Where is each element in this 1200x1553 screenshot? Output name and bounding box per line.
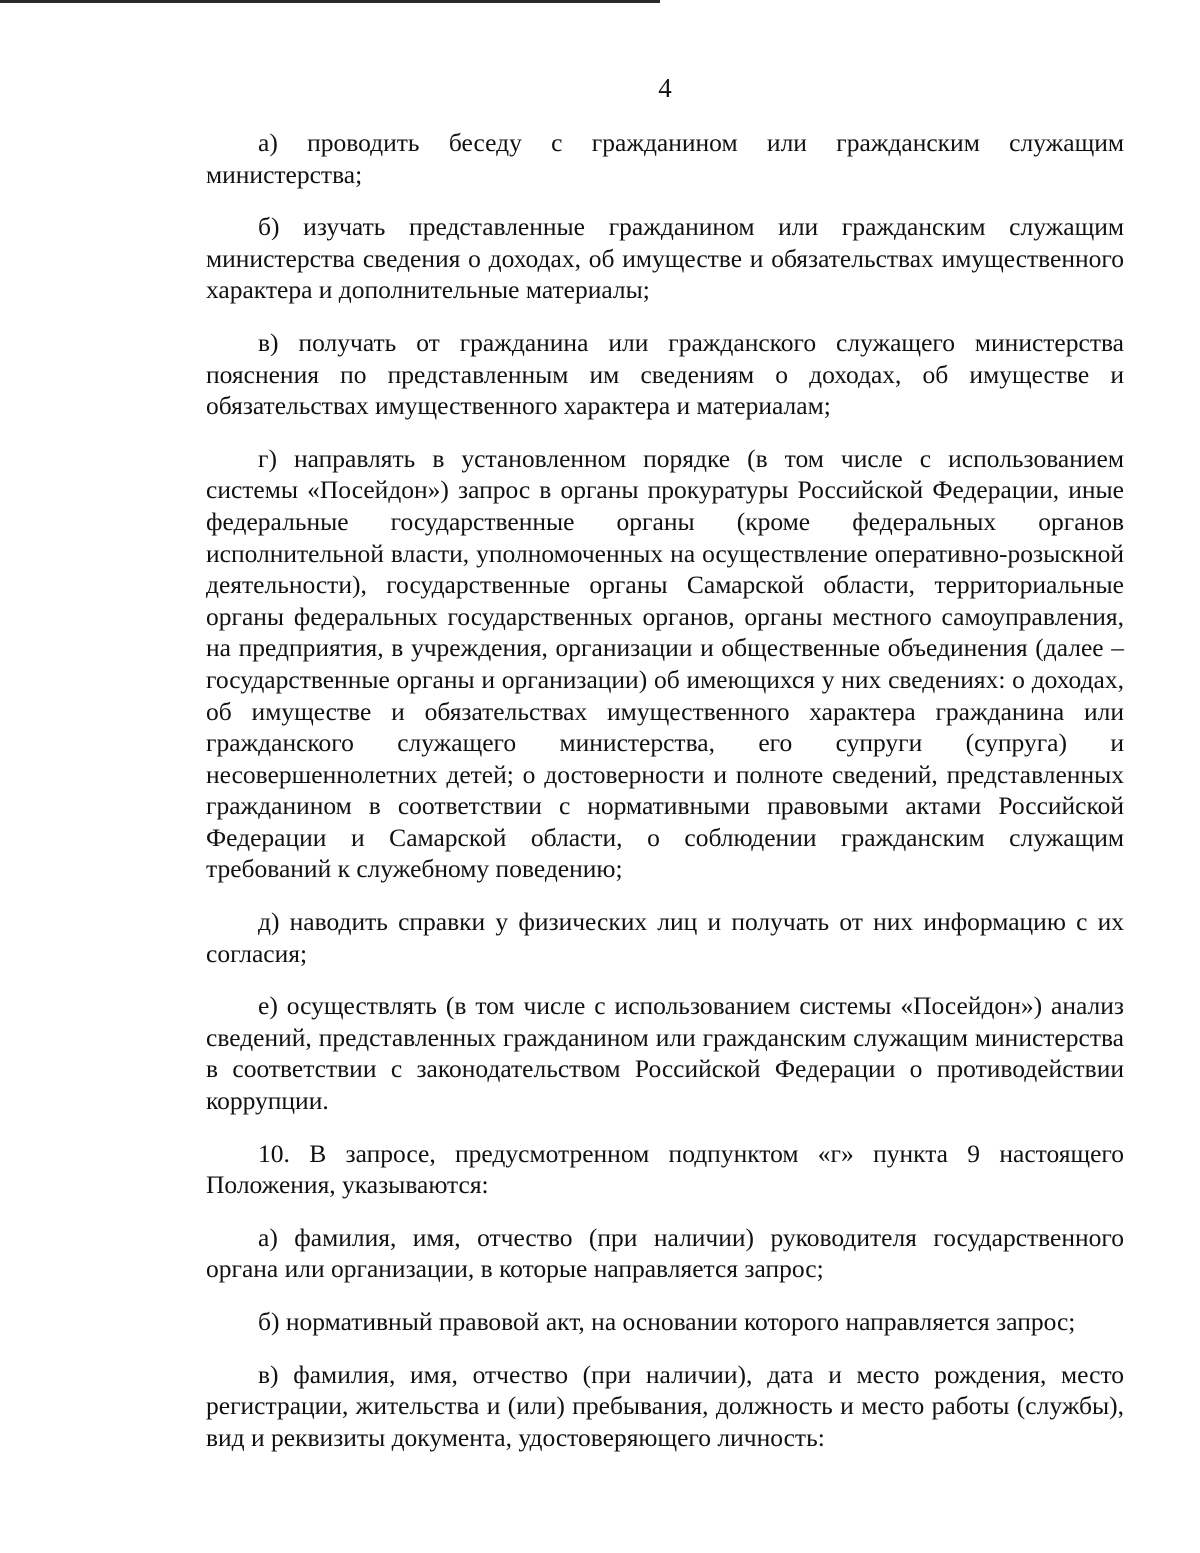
page-number: 4: [658, 73, 672, 103]
paragraph-9b: б) изучать представленные гражданином или гражданским служащим министерства сведения о доходах, об имуществе и обязательствах имущественного характера и дополнительные материалы;: [206, 212, 1124, 305]
document-body: [206, 127, 1124, 1474]
paragraph-9a: а) проводить беседу с гражданином или гражданским служащим министерства;: [206, 128, 1124, 189]
paragraph-9e: е) осуществлять (в том числе с использованием системы «Посейдон») анализ сведений, представленных гражданином или гражданским служащим министерства в соответствии с законодательством Российской Федерации о противодействии коррупции.: [206, 991, 1124, 1116]
paragraph-9v: в) получать от гражданина или гражданского служащего министерства пояснения по представленным им сведениям о доходах, об имуществе и обязательствах имущественного характера и материалам;: [206, 327, 1124, 421]
paragraph-10a: а) фамилия, имя, отчество (при наличии) руководителя государственного органа или организации, в которые направляется запрос;: [206, 1222, 1124, 1284]
paragraph-10v: в) фамилия, имя, отчество (при наличии), дата и место рождения, место регистрации, жительства и (или) пребывания, должность и место работы (службы), вид и реквизиты документа, удостоверяющего личность:: [206, 1359, 1124, 1452]
paragraph-9d: д) наводить справки у физических лиц и получать от них информацию с их согласия;: [206, 907, 1124, 968]
paragraph-10: 10. В запросе, предусмотренном подпунктом «г» пункта 9 настоящего Положения, указываются:: [206, 1138, 1124, 1200]
paragraph-9g: г) направлять в установленном порядке (в том числе с использованием системы «Посейдон») запрос в органы прокуратуры Российской Федерации, иные федеральные государственные органы (кроме федеральных органов исполнительной власти, уполномоченных на осуществление оперативно-розыскной деятельности), государственные органы Самарской области, территориальные органы федеральных государственных органов, органы местного самоуправления, на предприятия, в учреждения, организации и общественные объединения (далее – государственные органы и организации) об имеющихся у них сведениях: о доходах, об имуществе и обязательствах имущественного характера гражданина или гражданского служащего министерства, его супруги (супруга) и несовершеннолетних детей; о достоверности и полноте сведений, представленных гражданином в соответствии с нормативными правовыми актами Российской Федерации и Самарской области, о соблюдении гражданским служащим требований к служебному поведению;: [206, 443, 1124, 884]
paragraph-10b: б) нормативный правовой акт, на основании которого направляется запрос;: [258, 1307, 1076, 1336]
top-rule: [0, 0, 660, 3]
